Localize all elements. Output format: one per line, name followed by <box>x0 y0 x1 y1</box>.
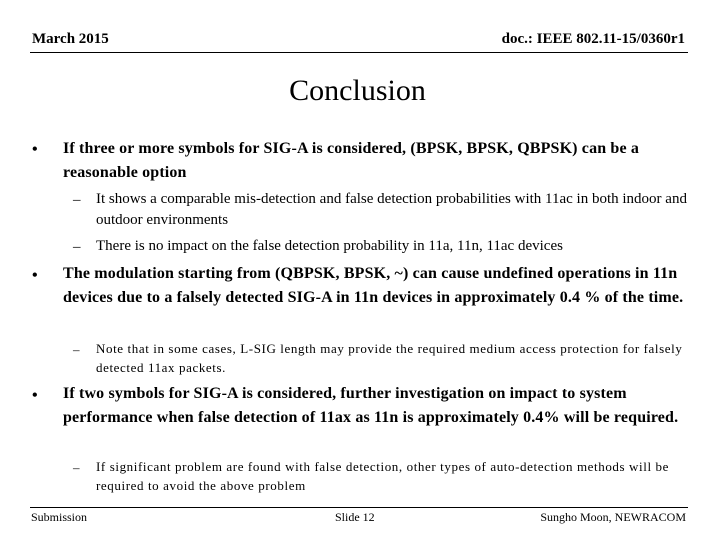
dash-icon: – <box>73 239 81 255</box>
bullet-text-1: If three or more symbols for SIG-A is considered, (BPSK, BPSK, QBPSK) can be a reasonable option <box>63 140 640 181</box>
footer-author: Sungho Moon, NEWRACOM <box>540 510 686 524</box>
footer-submission: Submission <box>31 510 88 524</box>
sub-bullet-text-2-1: Note that in some cases, L-SIG length may provide the required medium access protection for falsely detected 11ax packets. <box>96 341 683 375</box>
sub-bullet-text-1-2: There is no impact on the false detection probability in 11a, 11n, 11ac devices <box>96 238 563 254</box>
header-date: March 2015 <box>32 31 109 47</box>
bullet-icon: • <box>32 141 38 158</box>
sub-bullet-text-3-1: If significant problem are found with false detection, other types of auto-detection methods will be required to avoid the above problem <box>96 459 669 493</box>
dash-icon: – <box>73 460 81 475</box>
footer-divider <box>30 507 688 508</box>
bullet-text-2: The modulation starting from (QBPSK, BPSK, ~) can cause undefined operations in 11n devices due to a falsely detected SIG-A in 11n devices in approximately 0.4 % of the time. <box>63 265 684 306</box>
slide-title: Conclusion <box>289 74 426 107</box>
dash-icon: – <box>73 342 81 357</box>
sub-bullet-text-1-1: It shows a comparable mis-detection and false detection probabilities with 11ac in both indoor and outdoor environments <box>96 191 687 228</box>
dash-icon: – <box>73 192 81 208</box>
header-divider <box>30 52 688 53</box>
bullet-icon: • <box>32 267 38 284</box>
bullet-icon: • <box>32 387 38 404</box>
bullet-text-3: If two symbols for SIG-A is considered, further investigation on impact to system performance when false detection of 11ax as 11n is approximately 0.4% will be required. <box>63 385 679 426</box>
header-doc-id: doc.: IEEE 802.11-15/0360r1 <box>501 31 685 47</box>
footer-slide-number: Slide 12 <box>335 510 375 524</box>
